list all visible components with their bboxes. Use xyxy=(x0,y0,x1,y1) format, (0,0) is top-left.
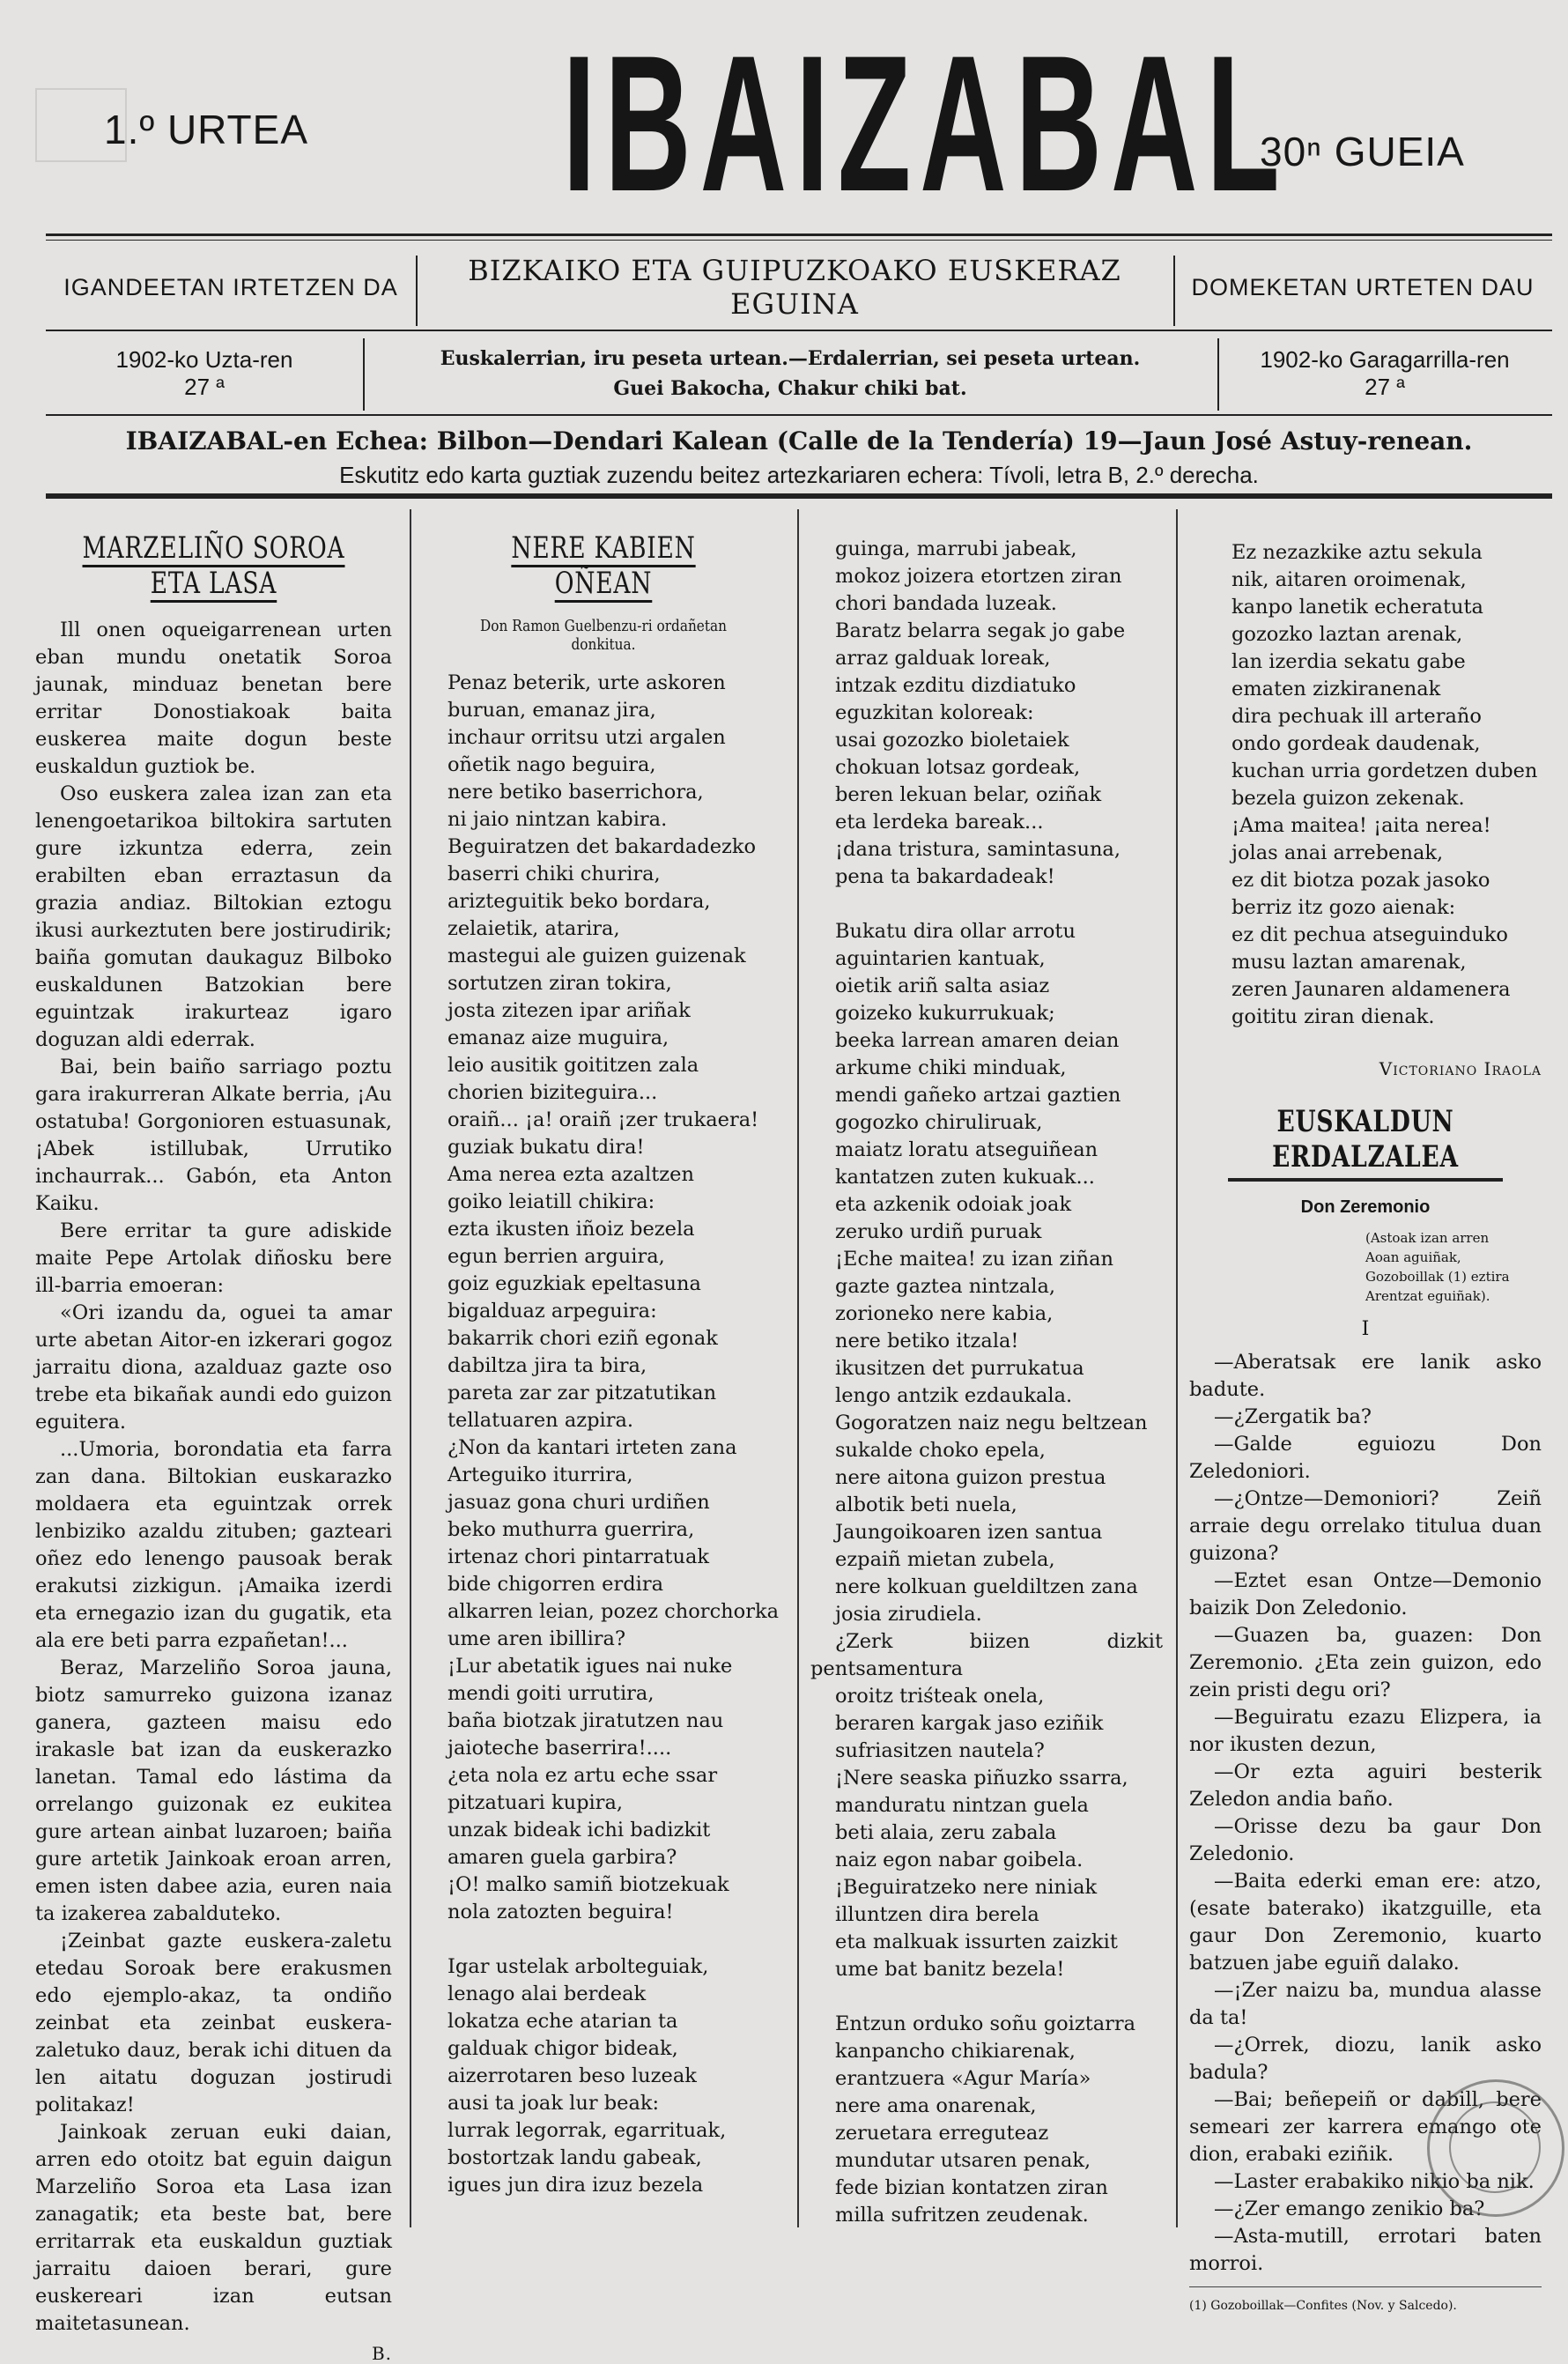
poem-line: Bukatu dira ollar arrotu xyxy=(835,920,1076,943)
poem-line: eta malkuak issurten zaizkit xyxy=(835,1930,1118,1953)
poem-line: Beguiratzen det bakardadezko xyxy=(447,835,757,858)
band1-center: BIZKAIKO ETA GUIPUZKOAKO EUSKERAZ EGUINA xyxy=(468,254,1121,321)
date-left-day: 27 ª xyxy=(184,374,225,400)
poem-line: aizerrotaren beso luzeak xyxy=(447,2064,697,2087)
date-right: 1902-ko Garagarrilla-ren xyxy=(1260,346,1510,373)
poem-line: bakarrik chori eziñ egonak xyxy=(447,1327,718,1350)
obituary-title: MARZELIÑO SOROA ETA LASA xyxy=(82,530,345,601)
band-rule xyxy=(46,330,1552,331)
poem-line: dabiltza jira ta bira, xyxy=(447,1354,647,1377)
band2-divider-left xyxy=(363,338,365,411)
poem-line: goititu ziran dienak. xyxy=(1231,1005,1435,1028)
single-copy-price: Guei Bakocha, Chakur chiki bat. xyxy=(613,377,967,400)
column-separator-2 xyxy=(797,509,799,2227)
column-poem xyxy=(423,520,784,2227)
obituary-paragraph: «Ori izandu da, oguei ta amar urte abetan Aitor-en izkerari gogoz jarraitu diona, azalduaz gazte oso trebe eta bikañak aundi edo guizon eguitera. xyxy=(35,1301,392,1434)
poem-line: bezela guizon zekenak. xyxy=(1231,787,1465,810)
poem-line: ¡Beguiratzeko nere niniak xyxy=(835,1876,1098,1899)
poem-stanza xyxy=(1189,539,1542,1031)
poem-stanza xyxy=(810,918,1163,1983)
dialogue-subtitle: Don Zeremonio xyxy=(1300,1197,1431,1217)
poem-line: guinga, marrubi jabeak, xyxy=(835,537,1077,560)
poem-line: kanpancho chikiarenak, xyxy=(835,2040,1076,2063)
poem-line: chokuan lotsaz gordeak, xyxy=(835,756,1081,779)
poem-line: jaioteche baserrira!.... xyxy=(447,1737,672,1760)
poem-line: alkarren leian, pozez chorchorka xyxy=(447,1600,780,1623)
poem-stanza xyxy=(423,1953,784,2199)
obituary-paragraph: Bai, bein baiño sarriago poztu gara irakurreran Alkate berria, ¡Au ostatuba! Gorgonioren estuasunak, ¡Abek istillubak, Urrutiko inchaurrak... Gabón, eta Anton Kaiku. xyxy=(35,1056,392,1215)
poem-line: mendi gañeko artzai gaztien xyxy=(835,1084,1121,1107)
poem-line: kuchan urria gordetzen duben xyxy=(1231,760,1538,782)
poem-line: bide chigorren erdira xyxy=(447,1573,664,1596)
poem-line: kantatzen zuten kukuak... xyxy=(835,1166,1095,1189)
poem-line: pena ta bakardadeak! xyxy=(835,865,1055,888)
header-band-2 xyxy=(46,333,1552,414)
poem-title: NERE KABIEN OÑEAN xyxy=(511,530,696,601)
poem-line: eta lerdeka bareak... xyxy=(835,811,1044,834)
poem-line: buruan, emanaz jira, xyxy=(447,699,656,722)
poem-line: nere ama onarenak, xyxy=(835,2094,1037,2117)
poem-line: ez dit pechua atseguinduko xyxy=(1231,923,1508,946)
dialogue-line: —Orisse dezu ba gaur Don Zeledonio. xyxy=(1189,1815,1542,1865)
poem-line: ausi ta joak lur beak: xyxy=(447,2092,660,2115)
poem-line: Jaungoikoaren izen santua xyxy=(835,1521,1103,1544)
poem-line: arkume chiki minduak, xyxy=(835,1056,1067,1079)
poem-line: josta zitezen ipar ariñak xyxy=(447,999,691,1022)
library-stamp xyxy=(1427,2079,1564,2217)
poem-line: beraren kargak jaso eziñik xyxy=(835,1712,1104,1735)
header-rule-top xyxy=(46,233,1552,236)
poem-final-stanza xyxy=(1189,539,1542,1031)
poem-stanza xyxy=(423,670,784,1926)
newspaper-title: IBAIZABAL xyxy=(562,15,1289,232)
dialogue-epigraph xyxy=(1365,1228,1542,1306)
poem-line: gozozko laztan arenak, xyxy=(1231,623,1463,646)
poem-line: ¡Nere seaska piñuzko ssarra, xyxy=(835,1767,1128,1790)
section-number: I xyxy=(1361,1318,1370,1340)
epigraph-line: (Astoak izan arren xyxy=(1365,1230,1490,1246)
band2-left xyxy=(46,346,363,401)
dialogue-line: —¿Orrek, diozu, lanik asko badula? xyxy=(1189,2034,1542,2084)
poem-line: lenago alai berdeak xyxy=(447,1982,647,2005)
poem-line: beeka larrean amaren deian xyxy=(835,1029,1120,1052)
poem-line: musu laztan amarenak, xyxy=(1231,951,1467,974)
poem-line: ezta ikusten iñoiz bezela xyxy=(447,1218,695,1241)
date-right-day: 27 ª xyxy=(1365,374,1405,400)
poem-line: sortutzen ziran tokira, xyxy=(447,972,672,995)
column-poem-continued xyxy=(810,536,1163,2257)
poem-line: nere betiko baserrichora, xyxy=(447,781,704,804)
address-rule-top xyxy=(46,414,1552,416)
poem-line: ezpaiñ mietan zubela, xyxy=(835,1548,1055,1571)
poem-line: dira pechuak ill arteraño xyxy=(1231,705,1482,728)
poem-line: zelaietik, atarira, xyxy=(447,917,620,940)
poem-line: albotik beti nuela, xyxy=(835,1493,1017,1516)
poem-line: nere aitona guizon prestua xyxy=(835,1466,1106,1489)
poem-line: gogozko chiruliruak, xyxy=(835,1111,1043,1134)
poem-line: inchaur orritsu utzi argalen xyxy=(447,726,726,749)
dialogue-line: —Baita ederki eman ere: atzo, (esate baterako) ikatzguille, eta gaur Don Zeremonio, kuarto batzuen jabe eguiñ dalako. xyxy=(1189,1870,1542,1975)
obituary-paragraph: Jainkoak zeruan euki daian, arren edo otoitz bat eguin daigun Marzeliño Soroa eta Lasa izan zanagatik; eta beste bat, bere erritarrak eta euskaldun guztiak jarraitu daioen berari, gure euskereari izan eutsan maitetasunean. xyxy=(35,2121,392,2335)
poem-line: emanaz aize muguira, xyxy=(447,1026,669,1049)
poem-line: baserri chiki churira, xyxy=(447,863,661,886)
poem-line: arraz galduak loreak, xyxy=(835,647,1051,670)
footnote: (1) Gozoboillak—Confites (Nov. y Salcedo). xyxy=(1189,2286,1542,2320)
band2-center xyxy=(363,344,1217,404)
poem-line: zeruko urdiñ puruak xyxy=(835,1220,1042,1243)
correspondence-note: Eskutitz edo karta guztiak zuzendu beitez artezkariaren echera: Tívoli, letra B, 2.º derecha. xyxy=(339,462,1259,488)
poem-line: lokatza eche atarian ta xyxy=(447,2010,678,2033)
band1-divider-right xyxy=(1173,256,1175,326)
date-left: 1902-ko Uzta-ren xyxy=(115,346,293,373)
poem-line: intzak ezditu dizdiatuko xyxy=(835,674,1076,697)
epigraph-line: Gozoboillak (1) eztira xyxy=(1365,1269,1510,1285)
epigraph-line: Aoan aguiñak, xyxy=(1365,1249,1461,1265)
column-separator-3 xyxy=(1176,509,1178,2227)
poem-line: guziak bukatu dira! xyxy=(447,1136,645,1159)
poem-line: ikusitzen det purrukatua xyxy=(835,1357,1084,1380)
poem-line: arizteguitik beko bordara, xyxy=(447,890,711,913)
band2-right xyxy=(1217,346,1552,401)
poem-line: egun berrien arguira, xyxy=(447,1245,665,1268)
band2-divider-right xyxy=(1217,338,1219,411)
poem-line: Igar ustelak arbolteguiak, xyxy=(447,1955,709,1978)
poem-line: zeruetara erreguteaz xyxy=(835,2122,1049,2145)
band1-divider-left xyxy=(416,256,418,326)
poem-line: Arteguiko iturrira, xyxy=(447,1464,633,1486)
dialogue-line: —Beguiratu ezazu Elizpera, ia nor ikusten dezun, xyxy=(1189,1706,1542,1756)
poem-line: oroitz triśteak onela, xyxy=(835,1685,1045,1708)
obituary-paragraph: Ill onen oqueigarrenean urten eban mundu onetatik Soroa jaunak, minduaz benetan bere erritar Donostiakoak baita euskerea maite dogun beste euskaldun guztiok be. xyxy=(35,619,392,778)
poem-line: manduratu nintzan guela xyxy=(835,1794,1089,1817)
poem-line: goiko leiatill chikira: xyxy=(447,1190,655,1213)
poem-signature: Victoriano Iraola xyxy=(1379,1058,1542,1079)
poem-line: chori bandada luzeak. xyxy=(835,592,1057,615)
epigraph-line: Arentzat eguiñak). xyxy=(1365,1288,1490,1304)
dialogue-line: —Asta-mutill, errotari baten morroi. xyxy=(1189,2225,1542,2275)
poem-line: baña biotzak jiratutzen nau xyxy=(447,1709,724,1732)
poem-line: unzak bideak ichi badizkit xyxy=(447,1819,711,1842)
poem-line: ¡Lur abetatik igues nai nuke xyxy=(447,1655,733,1678)
obituary-paragraph: Bere erritar ta gure adiskide maite Pepe Artolak diñosku bere ill-barria emoeran: xyxy=(35,1219,392,1297)
poem-line: Gogoratzen naiz negu beltzean xyxy=(835,1412,1148,1434)
poem-line: Baratz belarra segak jo gabe xyxy=(835,619,1126,642)
poem-line: erantzuera «Agur María» xyxy=(835,2067,1091,2090)
poem-line: eta azkenik odoiak joak xyxy=(835,1193,1072,1216)
poem-line: bostortzak landu gabeak, xyxy=(447,2146,702,2169)
header-band-1 xyxy=(46,245,1552,330)
poem-stanzas-continued xyxy=(810,536,1163,2229)
dialogue-line: —Laster erabakiko nikio ba nik. xyxy=(1214,2170,1535,2193)
office-address: IBAIZABAL-en Echea: Bilbon—Dendari Kalean (Calle de la Tendería) 19—Jaun José Astuy-renean. xyxy=(125,426,1473,456)
poem-line: ¡Ama maitea! ¡aita nerea! xyxy=(1231,814,1491,837)
poem-line: beren lekuan belar, oziñak xyxy=(835,783,1102,806)
subscription-price: Euskalerrian, iru peseta urtean.—Erdalerrian, sei peseta urtean. xyxy=(440,347,1141,370)
poem-line: mastegui ale guizen guizenak xyxy=(447,945,746,967)
poem-line: pareta zar zar pitzatutikan xyxy=(447,1382,717,1404)
poem-line: nere betiko itzala! xyxy=(835,1330,1019,1352)
dialogue-line: —¡Zer naizu ba, mundua alasse da ta! xyxy=(1189,1979,1542,2029)
poem-line: pitzatuari kupira, xyxy=(447,1791,624,1814)
column-obituary xyxy=(35,520,392,2364)
poem-line: sukalde choko epela, xyxy=(835,1439,1046,1462)
poem-line: goizeko kukurrukuak; xyxy=(835,1002,1055,1025)
poem-line: ¡Eche maitea! zu izan ziñan xyxy=(835,1248,1113,1271)
poem-line: kanpo lanetik echeratuta xyxy=(1231,596,1483,619)
obituary-paragraph: Oso euskera zalea izan zan eta lenengoetarikoa biltokira sartuten gure izkuntza ederra, zein erabilten eban erraztasun da grazia andiaz. Biltokian eztogu ikusi aurkeztuten bere jostirudirik; baiña gomutan daukaguz Bilboko euskaldunen Batzokian bere eguintzak irakurteaz igaro doguzan aldi ederrak. xyxy=(35,782,392,1051)
poem-line: oraiñ... ¡a! oraiñ ¡zer trukaera! xyxy=(447,1108,759,1131)
poem-line: ematen zizkiranenak xyxy=(1231,678,1441,700)
poem-line: nola zatozten beguira! xyxy=(447,1901,674,1923)
poem-line: Ama nerea ezta azaltzen xyxy=(447,1163,694,1186)
poem-line: naiz egon nabar goibela. xyxy=(835,1849,1084,1871)
poem-stanza xyxy=(810,536,1163,891)
poem-line: galduak chigor bideak, xyxy=(447,2037,678,2060)
poem-line: igues jun dira izuz bezela xyxy=(447,2174,704,2197)
dialogue-line: —Or ezta aguiri besterik Zeledon andia baño. xyxy=(1189,1760,1542,1811)
poem-line: lan izerdia sekatu gabe xyxy=(1231,650,1466,673)
poem-line: zorioneko nere kabia, xyxy=(835,1302,1054,1325)
poem-line: mokoz joizera etortzen ziran xyxy=(835,565,1122,588)
issue-year: 1.º URTEA xyxy=(104,107,309,152)
band1-right: DOMEKETAN URTETEN DAU xyxy=(1191,273,1535,300)
poem-line: ¿eta nola ez artu eche ssar xyxy=(447,1764,718,1787)
dialogue-line: —Bai; beñepeiñ or dabill, bere semeari zer karrera emango ote dion, erabaki eziñik. xyxy=(1189,2088,1542,2166)
dialogue-line: —Aberatsak ere lanik asko badute. xyxy=(1189,1351,1542,1401)
address-block xyxy=(46,425,1552,492)
poem-line: milla sufritzen zeudenak. xyxy=(835,2204,1089,2227)
poem-line: chorien biziteguira... xyxy=(447,1081,658,1104)
poem-dedication: Don Ramon Guelbenzu-ri ordañetan donkitua. xyxy=(480,617,727,654)
poem-line: goiz eguzkiak epeltasuna xyxy=(447,1272,701,1295)
poem-line: jasuaz gona churi urdiñen xyxy=(447,1491,710,1514)
poem-line: sufriasitzen nautela? xyxy=(835,1739,1045,1762)
poem-line: josia zirudiela. xyxy=(835,1603,982,1626)
poem-line: eguzkitan koloreak: xyxy=(835,701,1034,724)
poem-line: gazte gaztea nintzala, xyxy=(835,1275,1056,1298)
poem-line: jolas anai arrebenak, xyxy=(1231,841,1444,864)
dialogue-line: —Guazen ba, guazen: Don Zeremonio. ¿Eta zein guizon, edo zein pristi degu ori? xyxy=(1189,1624,1542,1701)
poem-line: Ez nezazkike aztu sekula xyxy=(1231,541,1483,564)
poem-stanzas xyxy=(423,670,784,2199)
poem-line: amaren guela garbira? xyxy=(447,1846,677,1869)
poem-line: beti alaia, zeru zabala xyxy=(835,1821,1057,1844)
poem-line: ¿Zerk biizen dizkit pentsamentura xyxy=(810,1630,1163,1680)
poem-line: ume aren ibillira? xyxy=(447,1627,626,1650)
poem-line: Penaz beterik, urte askoren xyxy=(447,671,726,694)
dialogue-line: —¿Zer emango zenikio ba? xyxy=(1214,2197,1485,2220)
header-rule-top-thin xyxy=(46,240,1552,241)
poem-stanza xyxy=(810,2011,1163,2229)
poem-line: ¡dana tristura, samintasuna, xyxy=(835,838,1121,861)
poem-line: beko muthurra guerrira, xyxy=(447,1518,695,1541)
poem-line: ondo gordeak daudenak, xyxy=(1231,732,1481,755)
poem-line: Entzun orduko soñu goiztarra xyxy=(835,2012,1136,2035)
dialogue-line: —¿Ontze—Demoniori? Zeiñ arraie degu orrelako titulua duan guizona? xyxy=(1189,1487,1542,1565)
poem-line: oñetik nago beguira, xyxy=(447,753,656,776)
poem-line: ez dit biotza pozak jasoko xyxy=(1231,869,1490,892)
column-separator-1 xyxy=(410,509,411,2227)
issue-number: 30ⁿ GUEIA xyxy=(1260,129,1465,174)
poem-line: leio ausitik goititzen zala xyxy=(447,1054,699,1077)
poem-line: ¿Non da kantari irteten zana xyxy=(447,1436,737,1459)
poem-line: aguintarien kantuak, xyxy=(835,947,1046,970)
poem-line: illuntzen dira berela xyxy=(835,1903,1039,1926)
band1-left: IGANDEETAN IRTETZEN DA xyxy=(63,273,398,300)
poem-line: nere kolkuan gueldiltzen zana xyxy=(835,1575,1138,1598)
poem-line: ni jaio nintzan kabira. xyxy=(447,808,668,831)
obituary-signature: B. xyxy=(371,2343,392,2364)
dialogue-line: —Eztet esan Ontze—Demonio baizik Don Zeledonio. xyxy=(1189,1569,1542,1619)
poem-line: ume bat banitz bezela! xyxy=(835,1958,1065,1981)
poem-line: nik, aitaren oroimenak, xyxy=(1231,568,1467,591)
poem-line: maiatz loratu atseguiñean xyxy=(835,1138,1098,1161)
obituary-paragraph: Beraz, Marzeliño Soroa jauna, biotz samurreko guizona izanaz ganera, gazteen maisu edo irakasle bat izan da euskerazko lanetan. Tamal edo lástima da orrelango guizonak ez eukitea gure artean ainbat luzaroen; baiña gure artetik Jainkoak eroan arren, emen isten dabee azia, euren naia ta izakerea zabalduteko. xyxy=(35,1656,392,1925)
poem-line: lurrak legorrak, egarrituak, xyxy=(447,2119,727,2142)
poem-line: tellatuaren azpira. xyxy=(447,1409,634,1432)
poem-line: fede bizian kontatzen ziran xyxy=(835,2176,1108,2199)
poem-line: oietik ariñ salta asiaz xyxy=(835,975,1050,997)
poem-line: bigalduaz arpeguira: xyxy=(447,1300,657,1323)
dialogue-line: —¿Zergatik ba? xyxy=(1214,1405,1372,1428)
poem-line: berriz itz gozo aienak: xyxy=(1231,896,1456,919)
obituary-paragraph: ...Umoria, borondatia eta farra zan dana. Biltokian euskarazko moldaera eta eguintzak orrek lenbiziko azaldu zituben; gazteari oñez edo lenengo pausoak berak erakutsi zizkigun. ¡Amaika izerdi eta ernegazio izan du gugatik, eta ala ere beti parra ezpañetan!... xyxy=(35,1438,392,1652)
poem-line: irtenaz chori pintarratuak xyxy=(447,1545,710,1568)
column-poem-end-and-dialogue xyxy=(1189,539,1542,2320)
poem-line: ¡O! malko samiñ biotzekuak xyxy=(447,1873,729,1896)
poem-line: usai gozozko bioletaiek xyxy=(835,729,1069,752)
address-rule-bottom xyxy=(46,493,1552,499)
poem-line: mundutar utsaren penak, xyxy=(835,2149,1091,2172)
obituary-paragraph: ¡Zeinbat gazte euskera-zaletu etedau Soroak bere erakusmen edo ejemplo-akaz, ta ondiño zeinbat eta zeinbat euskera-zaletuko dauz, berak ichi dituen da len aitatu doguzan jostirudi politakaz! xyxy=(35,1930,392,2116)
poem-line: mendi goiti urrutira, xyxy=(447,1682,655,1705)
dialogue-title: EUSKALDUN ERDALZALEA xyxy=(1228,1104,1503,1182)
poem-line: lengo antzik ezdaukala. xyxy=(835,1384,1073,1407)
dialogue-line: —Galde eguiozu Don Zeledoniori. xyxy=(1189,1433,1542,1483)
poem-line: zeren Jaunaren aldamenera xyxy=(1231,978,1511,1001)
